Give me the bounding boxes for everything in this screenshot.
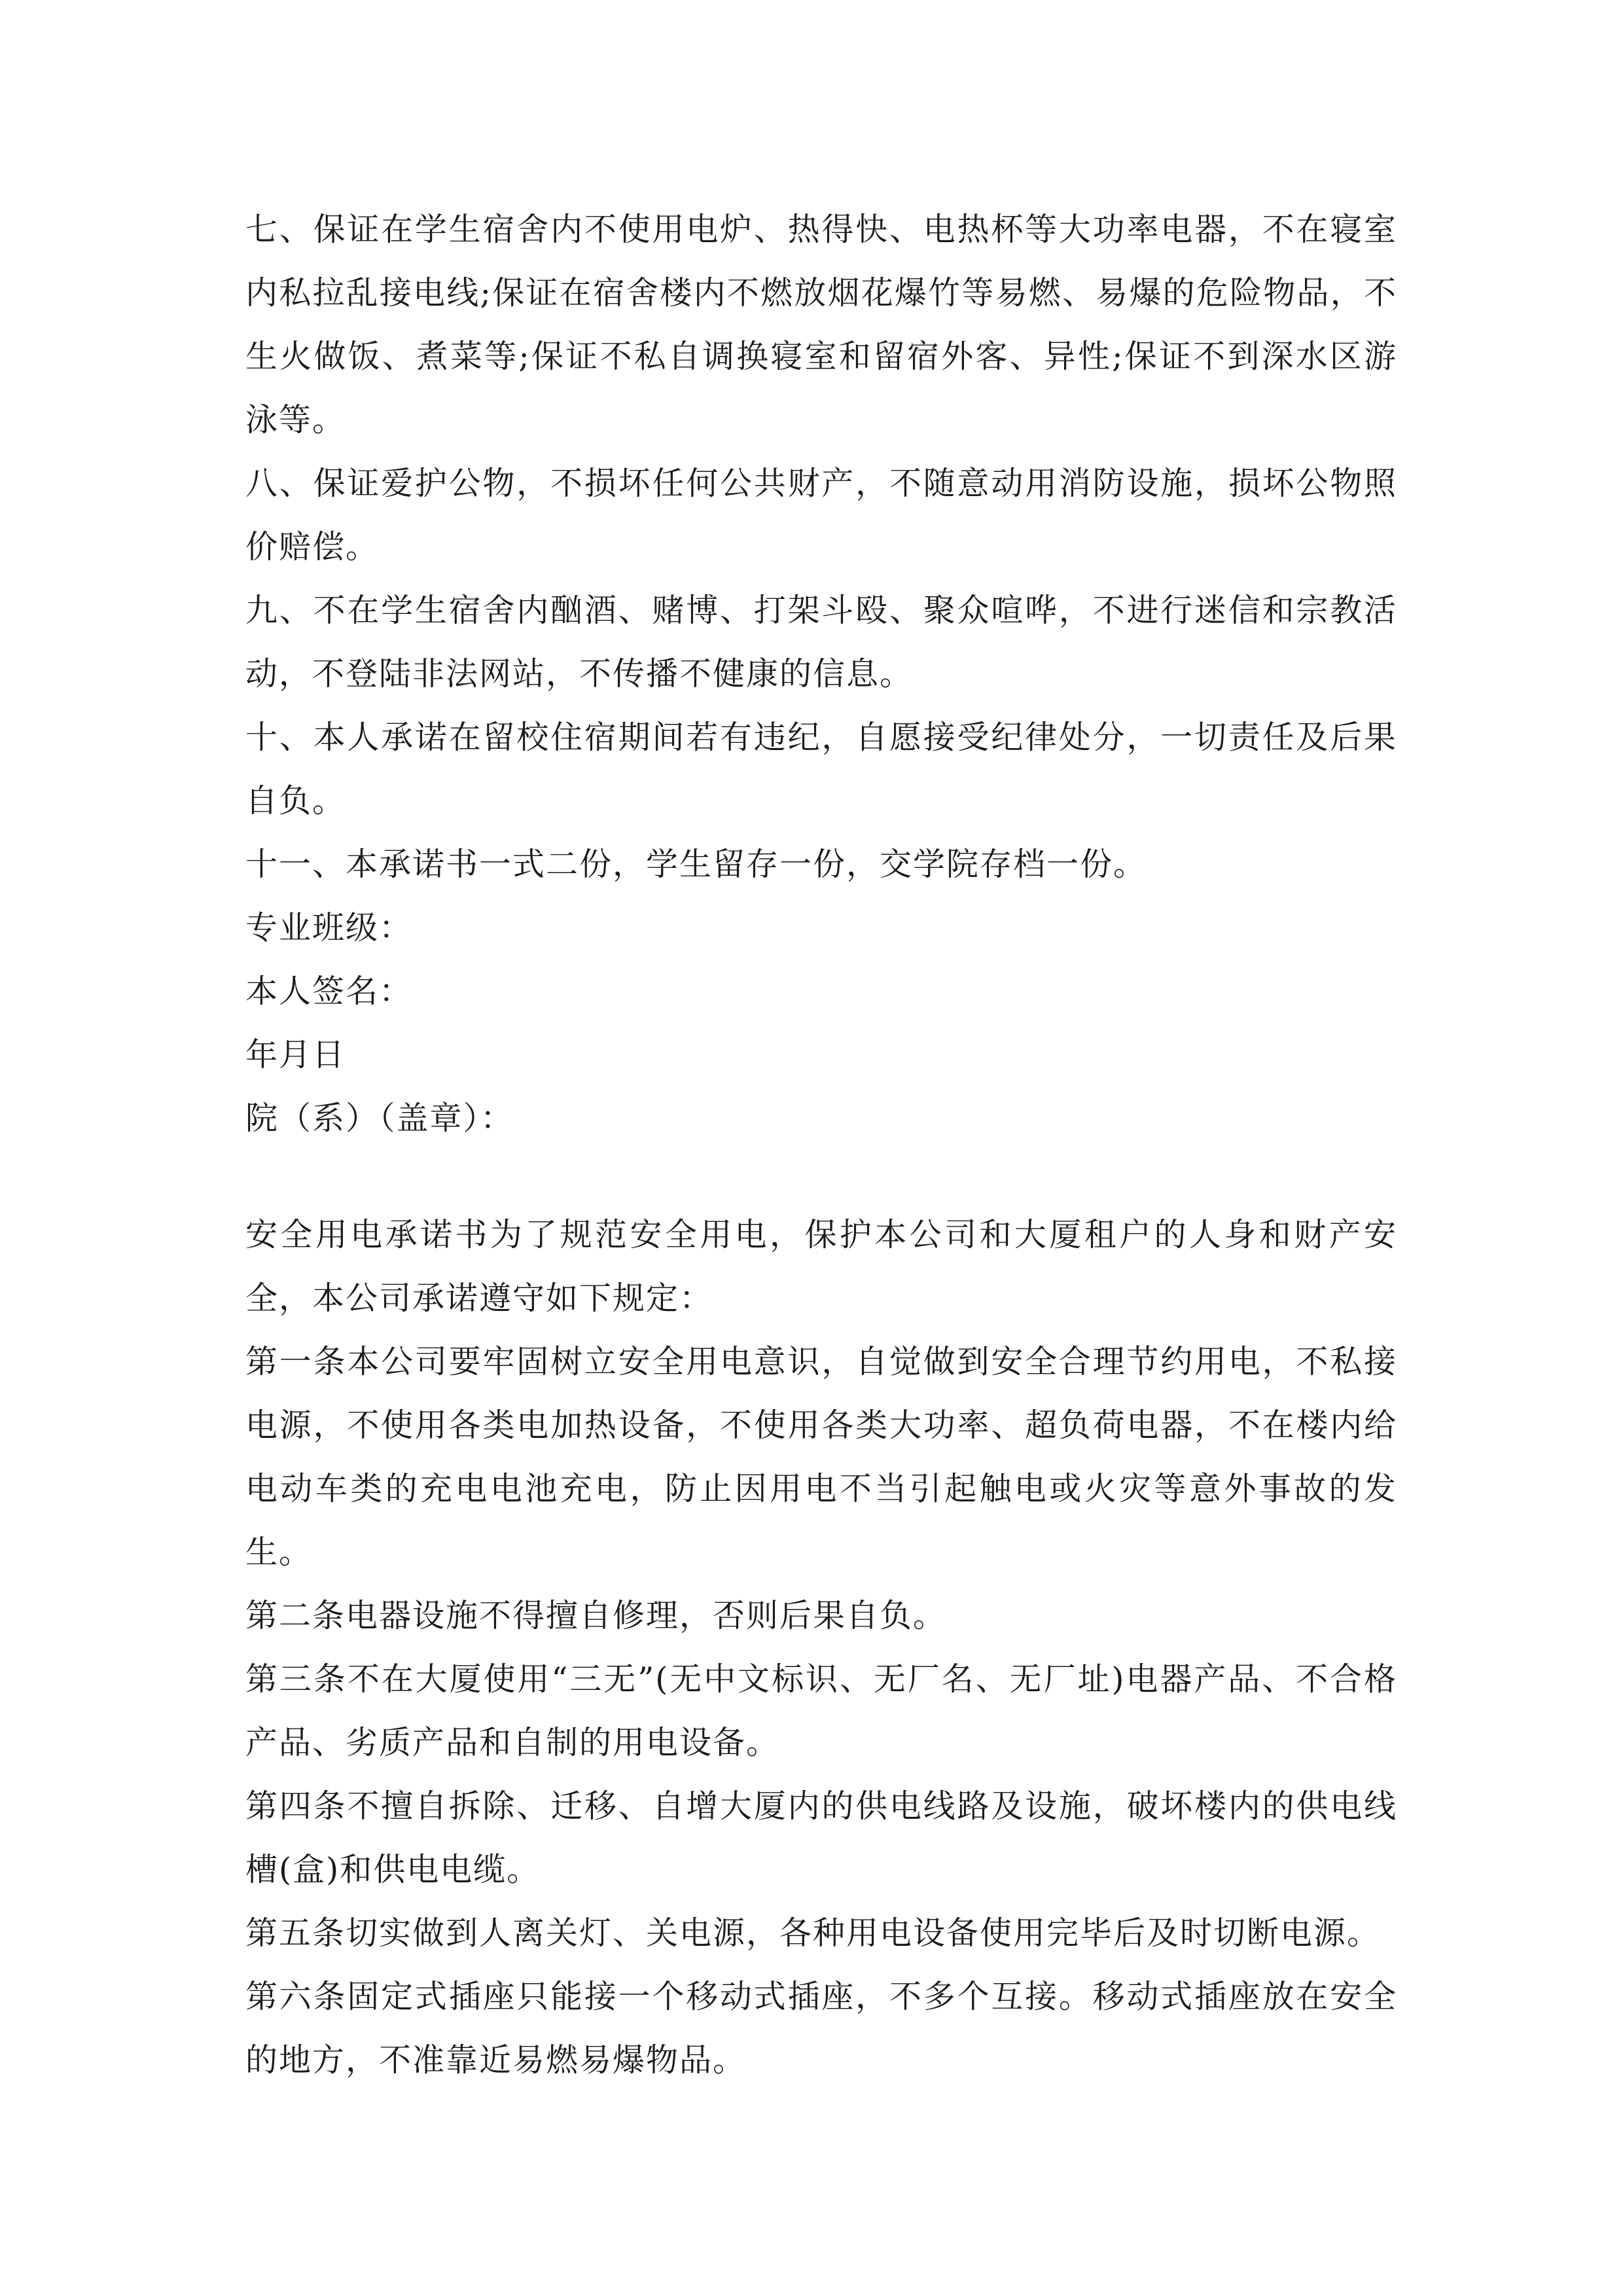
- department-seal-label: 院（系）（盖章）：: [245, 1100, 514, 1137]
- clause-10: 十、本人承诺在留校住宿期间若有违纪，自愿接受纪律处分，一切责任及后果自负。: [245, 719, 1397, 819]
- major-class-label: 专业班级：: [245, 909, 413, 946]
- dormitory-pledge-section: [245, 198, 1397, 1150]
- signature-label: 本人签名：: [245, 973, 413, 1010]
- article-5: 第五条切实做到人离关灯、关电源，各种用电设备使用完毕后及时切断电源。: [245, 1914, 1381, 1952]
- electricity-pledge-intro: 安全用电承诺书为了规范安全用电，保护本公司和大厦租户的人身和财产安全，本公司承诺遵守如下规定：: [245, 1216, 1397, 1317]
- article-6: 第六条固定式插座只能接一个移动式插座，不多个互接。移动式插座放在安全的地方，不准靠近易燃易爆物品。: [245, 1978, 1397, 2079]
- clause-7: 七、保证在学生宿舍内不使用电炉、热得快、电热杯等大功率电器，不在寝室内私拉乱接电线;保证在宿舍楼内不燃放烟花爆竹等易燃、易爆的危险物品，不生火做饭、煮菜等;保证不私自调换寝室和留宿外客、异性;保证不到深水区游泳等。: [245, 211, 1397, 439]
- date-label: 年月日: [245, 1036, 346, 1073]
- article-3: 第三条不在大厦使用“三无”(无中文标识、无厂名、无厂址)电器产品、不合格产品、劣质产品和自制的用电设备。: [245, 1660, 1397, 1761]
- clause-11: 十一、本承诺书一式二份，学生留存一份，交学院存档一份。: [245, 846, 1147, 883]
- article-1: 第一条本公司要牢固树立安全用电意识，自觉做到安全合理节约用电，不私接电源，不使用各类电加热设备，不使用各类大功率、超负荷电器，不在楼内给电动车类的充电电池充电，防止因用电不当引起触电或火灾等意外事故的发生。: [245, 1343, 1397, 1571]
- clause-9: 九、不在学生宿舍内酗酒、赌博、打架斗殴、聚众喧哗，不进行迷信和宗教活动，不登陆非法网站，不传播不健康的信息。: [245, 592, 1397, 692]
- electricity-safety-pledge-section: [245, 1203, 1397, 2092]
- article-2: 第二条电器设施不得擅自修理，否则后果自负。: [245, 1597, 947, 1634]
- article-4: 第四条不擅自拆除、迁移、自增大厦内的供电线路及设施，破坏楼内的供电线槽(盒)和供电电缆。: [245, 1787, 1397, 1888]
- clause-8: 八、保证爱护公物，不损坏任何公共财产，不随意动用消防设施，损坏公物照价赔偿。: [245, 465, 1397, 565]
